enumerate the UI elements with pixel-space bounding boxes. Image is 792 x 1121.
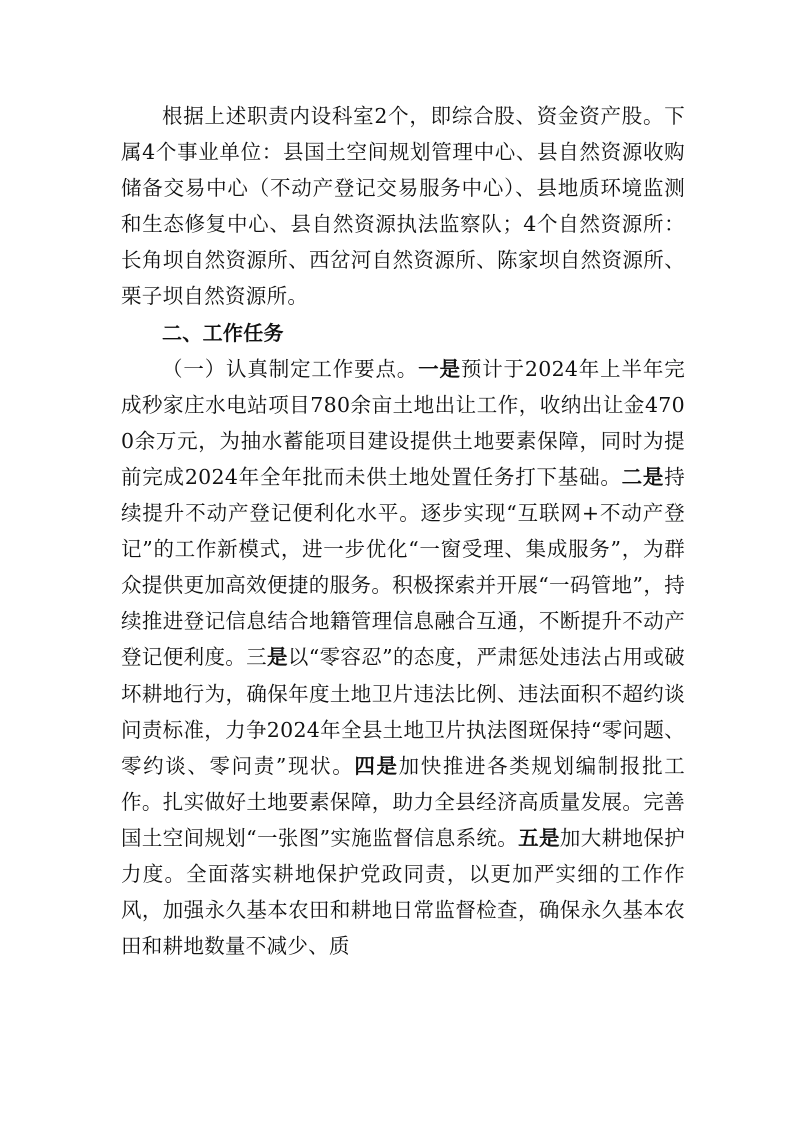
item-text-5: 加大耕地保护力度。全面落实耕地保护党政同责，以更加严实细的工作作风，加强永久基本农田和耕地日常监督检查，确保永久基本农田和耕地数量不减少、质: [121, 825, 685, 959]
item-text-2: 持续提升不动产登记便利化水平。逐步实现“互联网+不动产登记”的工作新模式，进一步优化“一窗受理、集成服务”，为群众提供更加高效便捷的服务。积极探索并开展“一码管地”，持续推进登记信息结合地籍管理信息融合互通，不断提升不动产登记便利度。三: [121, 464, 685, 670]
document-body: [121, 98, 685, 964]
item-marker-5: 五是: [518, 825, 560, 850]
section-heading-work-tasks: 二、工作任务: [162, 320, 284, 345]
item-marker-3: 是: [267, 645, 288, 670]
item-marker-1: 一是: [418, 356, 461, 381]
paragraph-organization: 根据上述职责内设科室2个，即综合股、资金资产股。下属4个事业单位：县国土空间规划管理中心、县自然资源收购储备交易中心（不动产登记交易服务中心）、县地质环境监测和生态修复中心、县自然资源执法监察队；4个自然资源所：长角坝自然资源所、西岔河自然资源所、陈家坝自然资源所、栗子坝自然资源所。: [121, 104, 685, 309]
item-text-3: 以“零容忍”的态度，严肃惩处违法占用或破坏耕地行为，确保年度土地卫片违法比例、违法面积不超约谈问责标准，力争2024年全县土地卫片执法图斑保持“零问题、零约谈、零问责”现状。: [121, 645, 685, 778]
item-text-4: 加快推进各类规划编制报批工作。扎实做好土地要素保障，助力全县经济高质量发展。完善国土空间规划“一张图”实施监督信息系统。: [121, 753, 685, 850]
item-marker-4: 四是: [354, 753, 399, 778]
item-marker-2: 二是: [621, 464, 665, 489]
subheading-work-points: （一）认真制定工作要点。: [162, 356, 419, 381]
paragraph-work-tasks: [121, 351, 685, 965]
item-text-1: 预计于2024年上半年完成秒家庄水电站项目780余亩土地出让工作，收纳出让金4700余万元，为抽水蓄能项目建设提供土地要素保障，同时为提前完成2024年全年批而未供土地处置任务打下基础。: [121, 356, 685, 489]
